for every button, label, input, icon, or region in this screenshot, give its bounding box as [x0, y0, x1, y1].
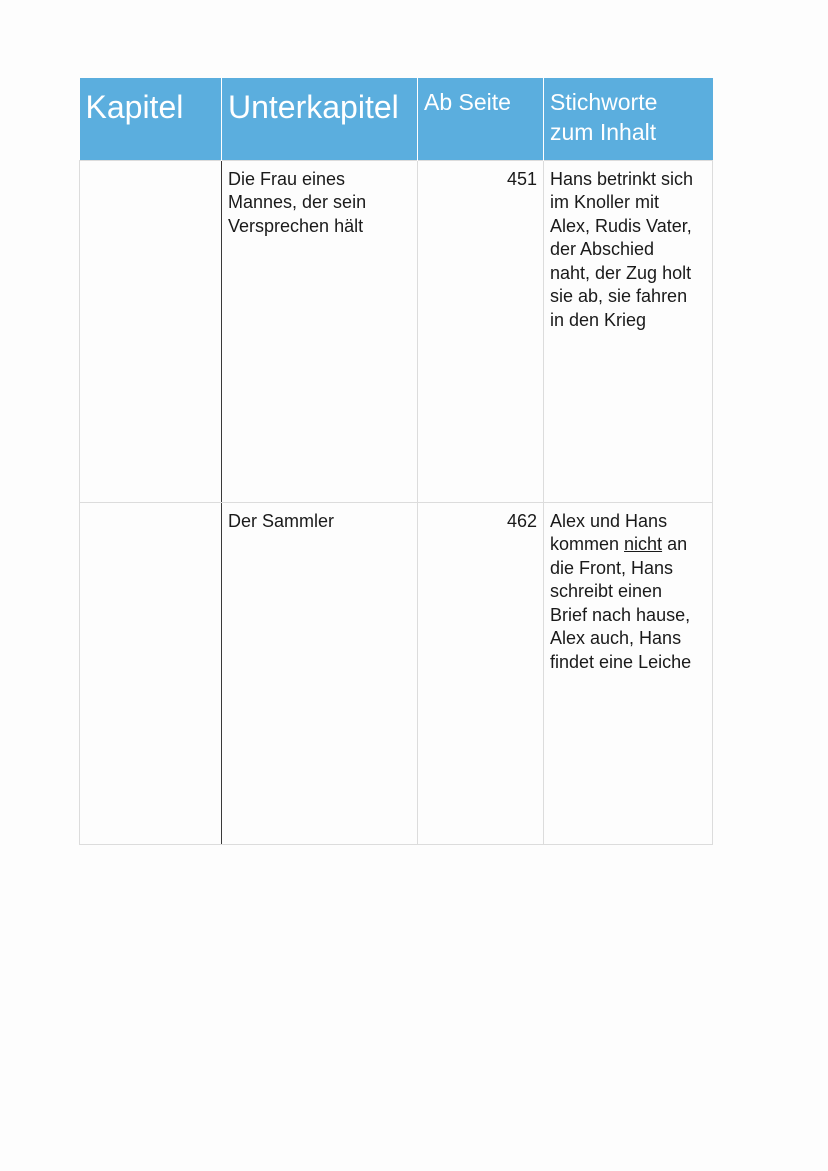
- header-stichworte-label: Stichworte zum Inhalt: [550, 89, 658, 145]
- header-kapitel: [80, 78, 222, 160]
- header-unterkapitel: [222, 78, 418, 160]
- table-body: [80, 160, 713, 844]
- chapter-table: [79, 78, 713, 845]
- header-unterkapitel-label: Unterkapitel: [228, 89, 399, 125]
- cell-unterkapitel: Die Frau eines Mannes, der sein Versprechen hält: [222, 160, 418, 502]
- cell-kapitel: [80, 160, 222, 502]
- stichworte-text: an die Front, Hans schreibt einen Brief nach hause, Alex auch, Hans findet eine Leiche: [550, 534, 692, 673]
- underlined-word: nicht: [624, 534, 663, 555]
- table-row: [80, 160, 713, 502]
- table-row: [80, 502, 713, 844]
- table-header: [80, 78, 713, 160]
- stichworte-text: Alex und Hans kommen: [550, 510, 668, 555]
- header-ab-seite-label: Ab Seite: [424, 89, 511, 115]
- cell-stichworte: [544, 502, 713, 844]
- cell-unterkapitel: Der Sammler: [222, 502, 418, 844]
- header-row: [80, 78, 713, 160]
- header-kapitel-label: Kapitel: [85, 89, 184, 125]
- cell-ab-seite: 451: [418, 160, 544, 502]
- cell-kapitel: [80, 502, 222, 844]
- header-stichworte: [544, 78, 713, 160]
- header-ab-seite: [418, 78, 544, 160]
- cell-ab-seite: 462: [418, 502, 544, 844]
- cell-stichworte: Hans betrinkt sich im Knoller mit Alex, Rudis Vater, der Abschied naht, der Zug holt sie ab, sie fahren in den Krieg: [544, 160, 713, 502]
